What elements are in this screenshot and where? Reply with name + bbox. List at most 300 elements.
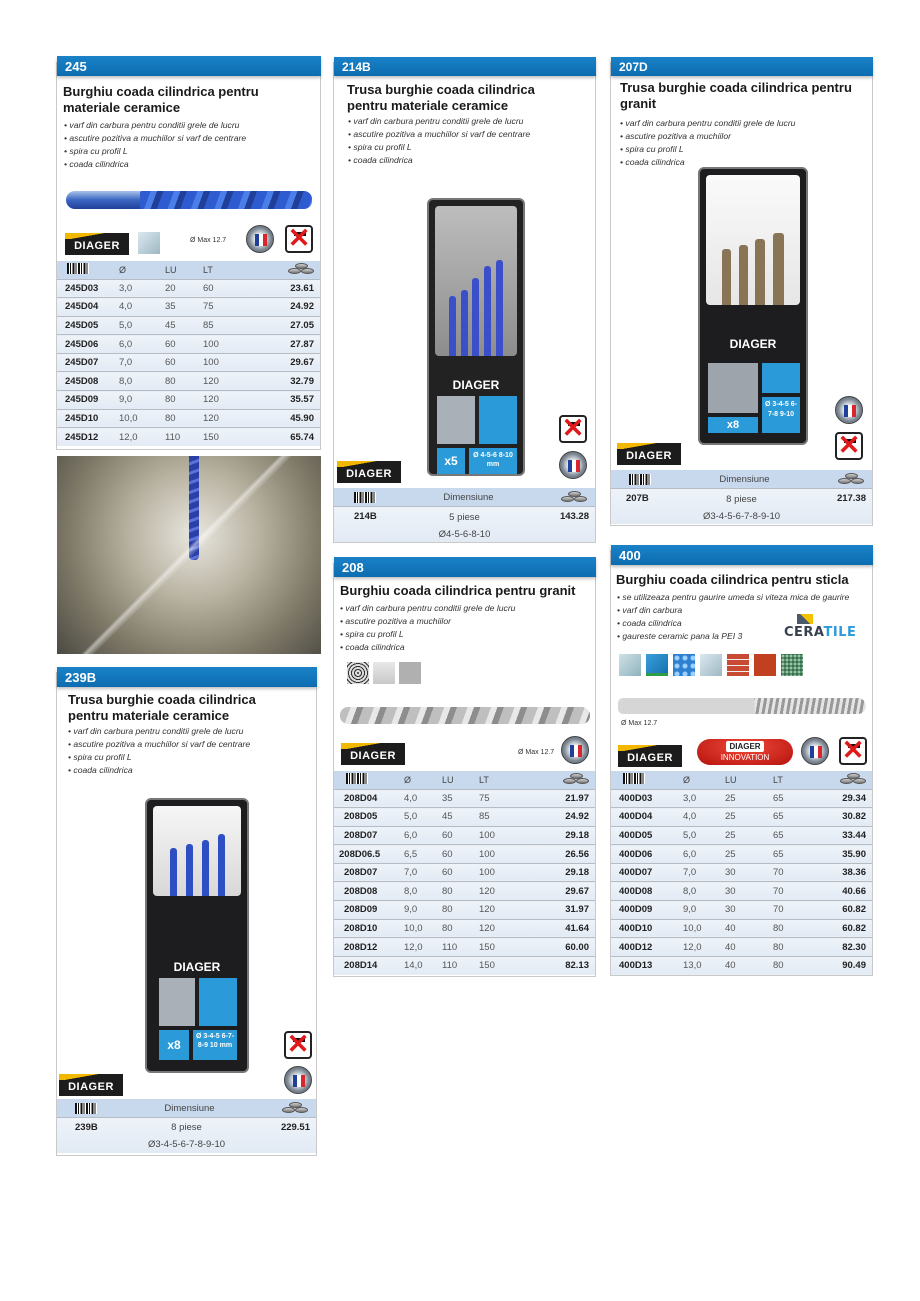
table-row bbox=[57, 428, 320, 447]
granite-icon bbox=[347, 662, 369, 684]
feature-item: • spira cu profil L bbox=[64, 145, 246, 158]
table-cell: 60 bbox=[442, 826, 479, 845]
drilling-stone-photo bbox=[57, 456, 321, 654]
table-cell: 38.36 bbox=[823, 863, 872, 882]
brick-icon bbox=[727, 654, 749, 676]
kit-count-label: x5 bbox=[437, 448, 465, 474]
barcode-icon bbox=[623, 773, 645, 784]
table-row bbox=[334, 826, 595, 845]
table-cell: 80 bbox=[165, 391, 203, 410]
table-cell: 150 bbox=[479, 938, 529, 957]
table-cell: 7,0 bbox=[404, 863, 442, 882]
column-header bbox=[529, 771, 595, 789]
product-table-400 bbox=[611, 771, 872, 975]
feature-item: • spira cu profil L bbox=[68, 751, 250, 764]
table-cell: 10,0 bbox=[404, 919, 442, 938]
diager-logo: DIAGER bbox=[341, 743, 405, 765]
table-row bbox=[611, 863, 872, 882]
feature-item: • coada cilindrica bbox=[620, 156, 795, 169]
table-cell: 400D05 bbox=[611, 826, 683, 845]
table-cell: 85 bbox=[203, 316, 253, 335]
table-row: 239B 8 piese 229.51 Ø3-4-5-6-7-8-9-10 bbox=[57, 1117, 316, 1153]
table-row bbox=[334, 919, 595, 938]
table-cell: 400D13 bbox=[611, 956, 683, 975]
table-row bbox=[334, 938, 595, 957]
table-cell: 6,0 bbox=[683, 845, 725, 864]
table-cell: 40 bbox=[725, 919, 773, 938]
table-cell: 14,0 bbox=[404, 956, 442, 975]
table-cell: 25 bbox=[725, 826, 773, 845]
ceratile-logo: CERATILE bbox=[784, 625, 857, 640]
feature-item: • ascutire pozitiva a muchiilor si varf de centrare bbox=[64, 132, 246, 145]
table-cell: 23.61 bbox=[253, 279, 320, 298]
table-cell: 80 bbox=[442, 919, 479, 938]
table-row bbox=[334, 956, 595, 975]
feature-list bbox=[620, 117, 795, 169]
table-row bbox=[334, 863, 595, 882]
feature-item: • gaureste ceramic pana la PEI 3 bbox=[617, 630, 849, 643]
column-header bbox=[57, 261, 119, 279]
table-cell: 4,0 bbox=[404, 789, 442, 808]
table-row bbox=[611, 919, 872, 938]
product-title: Burghiu coada cilindrica pentru materiale ceramice bbox=[63, 84, 259, 115]
table-row bbox=[611, 938, 872, 957]
table-cell: 120 bbox=[203, 372, 253, 391]
glass-icon bbox=[619, 654, 641, 676]
table-cell: 208D05 bbox=[334, 808, 404, 827]
table-row bbox=[334, 808, 595, 827]
table-cell: 29.67 bbox=[253, 353, 320, 372]
table-cell: 7,0 bbox=[683, 863, 725, 882]
table-cell: 60.00 bbox=[529, 938, 595, 957]
mosaic-icon bbox=[673, 654, 695, 676]
table-row bbox=[334, 789, 595, 808]
product-table-208 bbox=[334, 771, 595, 975]
table-cell: 245D07 bbox=[57, 353, 119, 372]
table-cell: 80 bbox=[773, 938, 823, 957]
table-cell: 40 bbox=[725, 938, 773, 957]
feature-item: • coada cilindrica bbox=[68, 764, 250, 777]
kit-count-label: x8 bbox=[159, 1030, 189, 1060]
product-title: Trusa burghie coada cilindrica pentru materiale ceramice bbox=[347, 82, 535, 113]
drill-kit-case-image bbox=[427, 198, 525, 476]
table-cell: 13,0 bbox=[683, 956, 725, 975]
table-row bbox=[57, 279, 320, 298]
no-hammer-icon bbox=[285, 225, 313, 253]
product-code-header: 207D bbox=[611, 57, 873, 76]
table-cell: 400D03 bbox=[611, 789, 683, 808]
feature-item: • coada cilindrica bbox=[340, 641, 515, 654]
feature-item: • ascutire pozitiva a muchiilor si varf de centrare bbox=[348, 128, 530, 141]
table-cell: 24.92 bbox=[253, 298, 320, 317]
barcode-icon bbox=[629, 474, 651, 485]
table-cell: 29.18 bbox=[529, 863, 595, 882]
table-cell: 8,0 bbox=[119, 372, 165, 391]
table-cell: 6,0 bbox=[404, 826, 442, 845]
table-cell: 110 bbox=[442, 938, 479, 957]
table-cell: 110 bbox=[442, 956, 479, 975]
table-cell: 35 bbox=[165, 298, 203, 317]
diager-logo: DIAGER bbox=[59, 1074, 123, 1096]
table-cell: 80 bbox=[442, 901, 479, 920]
table-cell: 27.05 bbox=[253, 316, 320, 335]
table-cell: 245D09 bbox=[57, 391, 119, 410]
table-cell: 21.97 bbox=[529, 789, 595, 808]
no-hammer-icon bbox=[835, 432, 863, 460]
table-row bbox=[611, 901, 872, 920]
table-cell: 65 bbox=[773, 826, 823, 845]
price-coins-icon bbox=[561, 491, 587, 503]
column-header: Ø bbox=[683, 771, 725, 789]
table-cell: 65 bbox=[773, 845, 823, 864]
column-header: LU bbox=[442, 771, 479, 789]
price-coins-icon bbox=[288, 263, 314, 275]
table-row: 207B 8 piese 217.38 Ø3-4-5-6-7-8-9-10 bbox=[611, 488, 872, 524]
column-header: Ø bbox=[404, 771, 442, 789]
table-cell: 12,0 bbox=[683, 938, 725, 957]
kit-material-panel bbox=[199, 978, 237, 1026]
table-row bbox=[334, 845, 595, 864]
feature-item: • coada cilindrica bbox=[348, 154, 530, 167]
table-cell: 245D06 bbox=[57, 335, 119, 354]
max-diameter-icon: Ø Max 12.7 bbox=[190, 237, 227, 244]
table-cell: 208D14 bbox=[334, 956, 404, 975]
table-row bbox=[611, 882, 872, 901]
table-cell: 80 bbox=[165, 372, 203, 391]
table-cell: 33.44 bbox=[823, 826, 872, 845]
feature-item: • spira cu profil L bbox=[620, 143, 795, 156]
table-cell: 30 bbox=[725, 882, 773, 901]
price-coins-icon bbox=[838, 473, 864, 485]
table-cell: 245D08 bbox=[57, 372, 119, 391]
table-cell: 24.92 bbox=[529, 808, 595, 827]
table-cell: 8,0 bbox=[683, 882, 725, 901]
table-cell: 10,0 bbox=[119, 409, 165, 428]
ceramic-icon bbox=[700, 654, 722, 676]
table-cell: 100 bbox=[479, 845, 529, 864]
diager-logo: DIAGER bbox=[337, 461, 401, 483]
drill-bit-image bbox=[189, 456, 199, 560]
table-cell: 4,0 bbox=[119, 298, 165, 317]
table-cell: 80 bbox=[773, 956, 823, 975]
product-code-header: 245 bbox=[57, 56, 321, 76]
table-cell: 75 bbox=[203, 298, 253, 317]
table-row bbox=[334, 901, 595, 920]
table-cell: 45.90 bbox=[253, 409, 320, 428]
table-cell: 400D04 bbox=[611, 808, 683, 827]
column-header: LT bbox=[479, 771, 529, 789]
table-cell: 120 bbox=[479, 882, 529, 901]
table-row: 214B 5 piese 143.28 Ø4-5-6-8-10 bbox=[334, 506, 595, 542]
table-cell: 30 bbox=[725, 901, 773, 920]
table-cell: 31.97 bbox=[529, 901, 595, 920]
table-cell: 3,0 bbox=[683, 789, 725, 808]
table-cell: 40.66 bbox=[823, 882, 872, 901]
product-code-header: 239B bbox=[57, 667, 317, 687]
no-hammer-icon bbox=[839, 737, 867, 765]
feature-list bbox=[340, 602, 515, 654]
made-in-france-icon bbox=[559, 451, 587, 479]
table-cell: 82.30 bbox=[823, 938, 872, 957]
kit-brand-label: DIAGER bbox=[729, 337, 777, 351]
no-hammer-icon bbox=[284, 1031, 312, 1059]
kit-material-panel bbox=[159, 978, 195, 1026]
table-row bbox=[611, 845, 872, 864]
table-cell: 208D07 bbox=[334, 826, 404, 845]
kit-sizes-label: Ø 3-4-5 6-7-8 9-10 bbox=[762, 397, 800, 433]
table-row bbox=[57, 391, 320, 410]
table-cell: 5,0 bbox=[119, 316, 165, 335]
glass-tile-icon bbox=[646, 654, 668, 676]
table-row bbox=[611, 789, 872, 808]
table-cell: 208D09 bbox=[334, 901, 404, 920]
product-title: Burghiu coada cilindrica pentru sticla bbox=[616, 572, 849, 587]
table-cell: 35 bbox=[442, 789, 479, 808]
made-in-france-icon bbox=[801, 737, 829, 765]
made-in-france-icon bbox=[835, 396, 863, 424]
table-cell: 27.87 bbox=[253, 335, 320, 354]
table-cell: 30.82 bbox=[823, 808, 872, 827]
table-cell: 5,0 bbox=[404, 808, 442, 827]
material-icons bbox=[619, 654, 803, 676]
barcode-icon bbox=[67, 263, 89, 274]
table-cell: 9,0 bbox=[404, 901, 442, 920]
table-cell: 100 bbox=[479, 826, 529, 845]
table-cell: 30 bbox=[725, 863, 773, 882]
kit-material-panel bbox=[437, 396, 475, 444]
table-cell: 80 bbox=[773, 919, 823, 938]
price-coins-icon bbox=[840, 773, 866, 785]
table-cell: 29.67 bbox=[529, 882, 595, 901]
table-cell: 45 bbox=[165, 316, 203, 335]
product-code-header: 208 bbox=[334, 557, 596, 577]
table-cell: 6,0 bbox=[119, 335, 165, 354]
table-cell: 100 bbox=[203, 353, 253, 372]
product-code-header: 214B bbox=[334, 57, 596, 76]
product-title: Trusa burghie coada cilindrica pentru granit bbox=[620, 80, 852, 111]
feature-item: • coada cilindrica bbox=[617, 617, 849, 630]
feature-item: • ascutire pozitiva a muchiilor bbox=[340, 615, 515, 628]
column-header: LT bbox=[203, 261, 253, 279]
table-cell: 80 bbox=[442, 882, 479, 901]
ceratile-logo-icon bbox=[797, 614, 813, 624]
table-cell: 60 bbox=[165, 353, 203, 372]
ceramic-tile-icon bbox=[138, 232, 160, 254]
product-code-header: 400 bbox=[611, 545, 873, 565]
clay-brick-icon bbox=[754, 654, 776, 676]
table-cell: 65 bbox=[773, 789, 823, 808]
feature-item: • varf din carbura pentru conditii grele de lucru bbox=[340, 602, 515, 615]
table-row bbox=[57, 316, 320, 335]
kit-material-panel bbox=[762, 363, 800, 393]
made-in-france-icon bbox=[284, 1066, 312, 1094]
table-cell: 32.79 bbox=[253, 372, 320, 391]
no-hammer-icon bbox=[559, 415, 587, 443]
column-header: LU bbox=[165, 261, 203, 279]
table-cell: 65.74 bbox=[253, 428, 320, 447]
kit-material-panel bbox=[708, 363, 758, 413]
made-in-france-icon bbox=[561, 736, 589, 764]
table-cell: 12,0 bbox=[404, 938, 442, 957]
feature-item: • ascutire pozitiva a muchiilor si varf de centrare bbox=[68, 738, 250, 751]
drill-bit-image bbox=[340, 707, 590, 724]
table-cell: 80 bbox=[165, 409, 203, 428]
table-cell: 41.64 bbox=[529, 919, 595, 938]
table-cell: 10,0 bbox=[683, 919, 725, 938]
feature-item: • spira cu profil L bbox=[348, 141, 530, 154]
feature-item: • varf din carbura pentru conditii grele de lucru bbox=[620, 117, 795, 130]
table-cell: 60 bbox=[442, 845, 479, 864]
table-cell: 35.57 bbox=[253, 391, 320, 410]
table-cell: 29.18 bbox=[529, 826, 595, 845]
table-cell: 25 bbox=[725, 808, 773, 827]
table-row bbox=[57, 372, 320, 391]
column-header: Ø bbox=[119, 261, 165, 279]
table-cell: 70 bbox=[773, 863, 823, 882]
table-cell: 85 bbox=[479, 808, 529, 827]
table-cell: 208D12 bbox=[334, 938, 404, 957]
table-cell: 400D12 bbox=[611, 938, 683, 957]
drill-bit-image bbox=[618, 698, 866, 714]
table-cell: 45 bbox=[442, 808, 479, 827]
table-cell: 8,0 bbox=[404, 882, 442, 901]
material-icons bbox=[347, 662, 421, 684]
kit-material-panel bbox=[479, 396, 517, 444]
price-coins-icon bbox=[563, 773, 589, 785]
table-cell: 60.82 bbox=[823, 901, 872, 920]
table-cell: 70 bbox=[773, 901, 823, 920]
stone-icon bbox=[373, 662, 395, 684]
product-title: Trusa burghie coada cilindrica pentru materiale ceramice bbox=[68, 692, 256, 723]
table-row bbox=[611, 826, 872, 845]
table-cell: 208D08 bbox=[334, 882, 404, 901]
table-cell: 400D06 bbox=[611, 845, 683, 864]
table-cell: 9,0 bbox=[119, 391, 165, 410]
kit-sizes-label: Ø 3-4-5 6-7-8-9 10 mm bbox=[193, 1030, 237, 1060]
stone-icon bbox=[781, 654, 803, 676]
table-cell: 40 bbox=[725, 956, 773, 975]
diager-innovation-badge: DIAGER INNOVATION bbox=[697, 739, 793, 765]
kit-sizes-label: Ø 4-5-6 8-10 mm bbox=[469, 448, 517, 474]
table-row bbox=[57, 409, 320, 428]
table-cell: 35.90 bbox=[823, 845, 872, 864]
table-cell: 60 bbox=[165, 335, 203, 354]
diager-logo: DIAGER bbox=[617, 443, 681, 465]
made-in-france-icon bbox=[246, 225, 274, 253]
kit-table-239B: Dimensiune 239B 8 piese 229.51 Ø3-4-5-6-7-8-9-10 bbox=[57, 1099, 316, 1153]
table-cell: 6,5 bbox=[404, 845, 442, 864]
feature-list bbox=[348, 115, 530, 167]
table-cell: 60 bbox=[442, 863, 479, 882]
table-cell: 400D10 bbox=[611, 919, 683, 938]
max-diameter-icon: Ø Max 12.7 bbox=[518, 749, 555, 756]
table-cell: 75 bbox=[479, 789, 529, 808]
table-cell: 90.49 bbox=[823, 956, 872, 975]
drill-bit-image bbox=[66, 191, 146, 209]
kit-table-207B: Dimensiune 207B 8 piese 217.38 Ø3-4-5-6-7-8-9-10 bbox=[611, 470, 872, 524]
table-cell: 7,0 bbox=[119, 353, 165, 372]
table-cell: 120 bbox=[203, 409, 253, 428]
column-header: LU bbox=[725, 771, 773, 789]
table-row bbox=[57, 353, 320, 372]
column-header: LT bbox=[773, 771, 823, 789]
column-header bbox=[823, 771, 872, 789]
max-diameter-icon: Ø Max 12.7 bbox=[621, 720, 658, 727]
concrete-icon bbox=[399, 662, 421, 684]
product-title: Burghiu coada cilindrica pentru granit bbox=[340, 583, 576, 598]
table-cell: 60 bbox=[203, 279, 253, 298]
feature-item: • varf din carbura pentru conditii grele de lucru bbox=[64, 119, 246, 132]
table-cell: 12,0 bbox=[119, 428, 165, 447]
feature-item: • coada cilindrica bbox=[64, 158, 246, 171]
drill-bit-image bbox=[140, 191, 312, 209]
table-cell: 400D07 bbox=[611, 863, 683, 882]
feature-list bbox=[68, 725, 250, 777]
barcode-icon bbox=[75, 1103, 97, 1114]
table-cell: 208D06.5 bbox=[334, 845, 404, 864]
column-header bbox=[253, 261, 320, 279]
table-cell: 245D03 bbox=[57, 279, 119, 298]
table-cell: 120 bbox=[203, 391, 253, 410]
feature-item: • varf din carbura bbox=[617, 604, 849, 617]
diager-logo: DIAGER bbox=[65, 233, 129, 255]
column-header bbox=[611, 771, 683, 789]
price-coins-icon bbox=[282, 1102, 308, 1114]
feature-list bbox=[64, 119, 246, 171]
table-cell: 400D09 bbox=[611, 901, 683, 920]
barcode-icon bbox=[346, 773, 368, 784]
feature-item: • varf din carbura pentru conditii grele de lucru bbox=[68, 725, 250, 738]
column-header bbox=[334, 771, 404, 789]
table-cell: 120 bbox=[479, 919, 529, 938]
table-cell: 120 bbox=[479, 901, 529, 920]
table-row bbox=[334, 882, 595, 901]
table-cell: 3,0 bbox=[119, 279, 165, 298]
table-cell: 245D12 bbox=[57, 428, 119, 447]
table-cell: 25 bbox=[725, 845, 773, 864]
table-cell: 245D04 bbox=[57, 298, 119, 317]
table-cell: 150 bbox=[479, 956, 529, 975]
kit-brand-label: DIAGER bbox=[452, 378, 500, 392]
diager-logo: DIAGER bbox=[618, 745, 682, 767]
kit-count-label: x8 bbox=[708, 417, 758, 433]
table-row bbox=[57, 335, 320, 354]
table-cell: 26.56 bbox=[529, 845, 595, 864]
feature-item: • se utilizeaza pentru gaurire umeda si viteza mica de gaurire bbox=[617, 591, 849, 604]
table-cell: 25 bbox=[725, 789, 773, 808]
table-cell: 100 bbox=[479, 863, 529, 882]
table-cell: 60.82 bbox=[823, 919, 872, 938]
table-cell: 4,0 bbox=[683, 808, 725, 827]
table-row bbox=[611, 956, 872, 975]
table-cell: 9,0 bbox=[683, 901, 725, 920]
table-cell: 65 bbox=[773, 808, 823, 827]
table-cell: 245D10 bbox=[57, 409, 119, 428]
drill-kit-case-image bbox=[698, 167, 808, 445]
table-cell: 245D05 bbox=[57, 316, 119, 335]
table-cell: 208D07 bbox=[334, 863, 404, 882]
feature-item: • ascutire pozitiva a muchiilor bbox=[620, 130, 795, 143]
feature-item: • spira cu profil L bbox=[340, 628, 515, 641]
table-row bbox=[57, 298, 320, 317]
table-cell: 29.34 bbox=[823, 789, 872, 808]
product-table-245 bbox=[57, 261, 320, 446]
feature-item: • varf din carbura pentru conditii grele de lucru bbox=[348, 115, 530, 128]
table-cell: 110 bbox=[165, 428, 203, 447]
table-cell: 20 bbox=[165, 279, 203, 298]
table-cell: 208D04 bbox=[334, 789, 404, 808]
barcode-icon bbox=[354, 492, 376, 503]
